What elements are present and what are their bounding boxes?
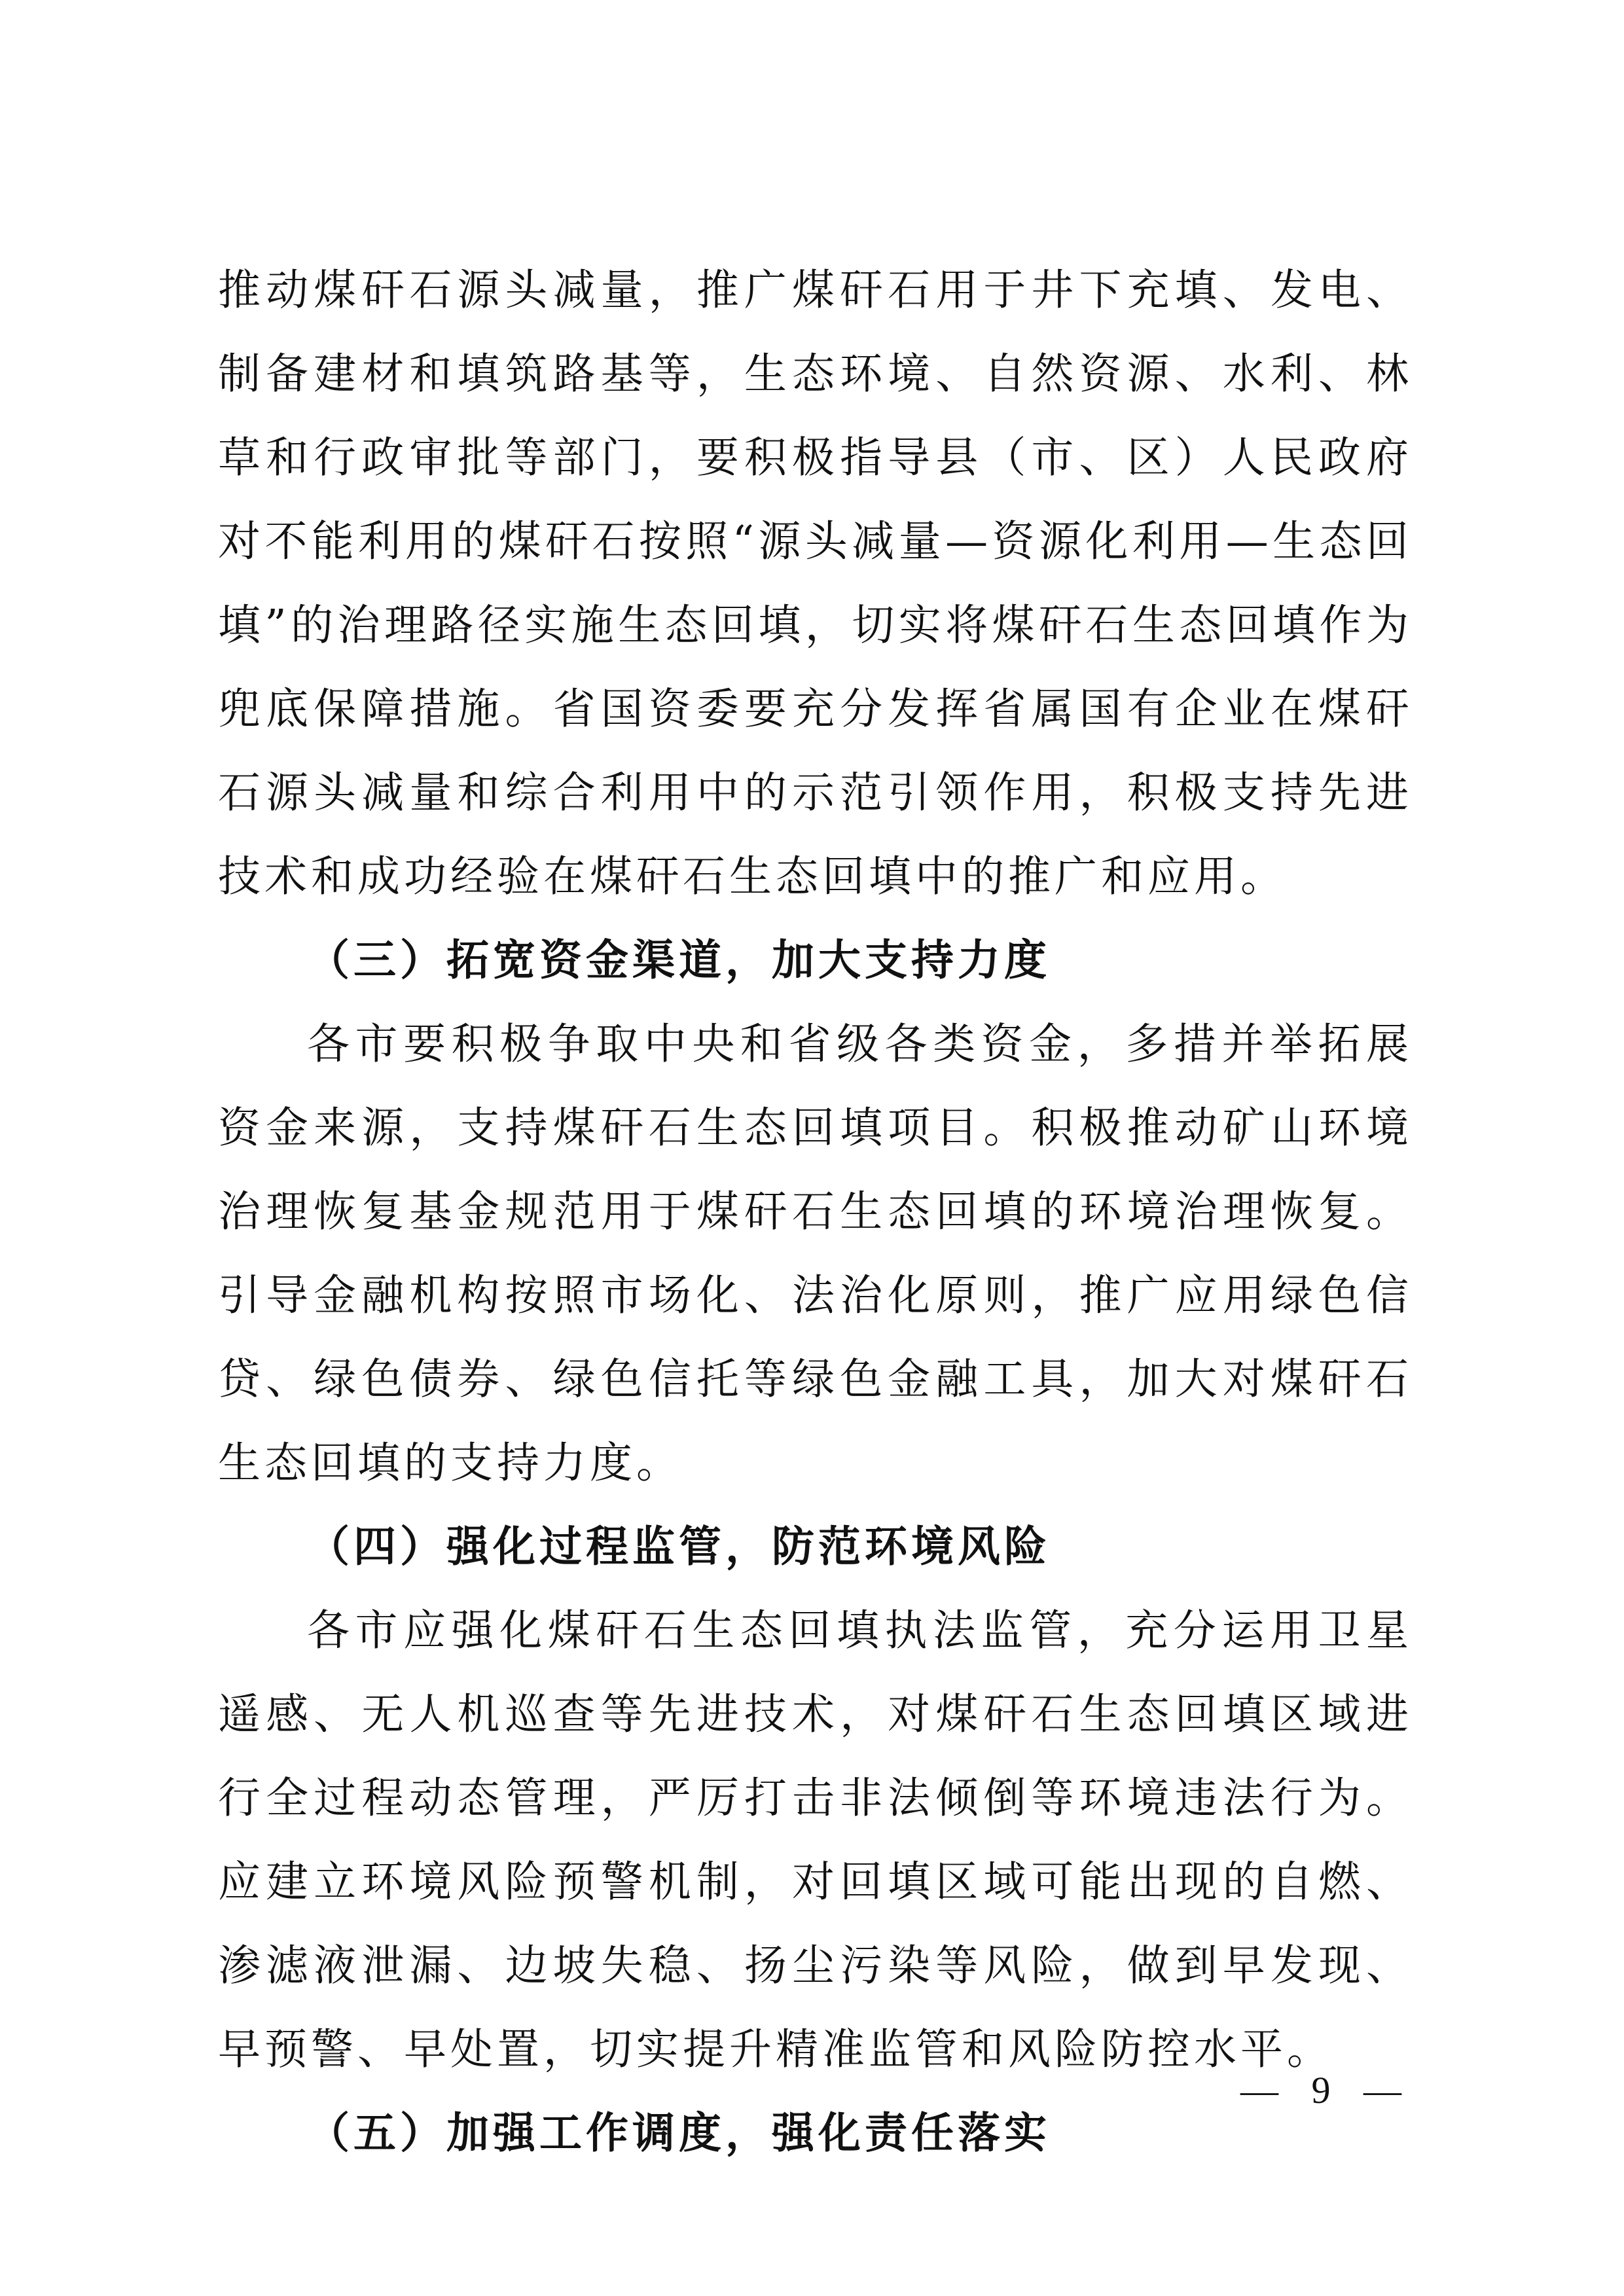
section-heading-5: （五）加强工作调度，强化责任落实 <box>307 2109 1051 2158</box>
document-body <box>218 249 1413 2176</box>
section-heading-4: （四）强化过程监管，防范环境风险 <box>307 1522 1051 1571</box>
paragraph-funding: 各市要积极争取中央和省级各类资金，多措并举拓展资金来源，支持煤矸石生态回填项目。积极推动矿山环境治理恢复基金规范用于煤矸石生态回填的环境治理恢复。引导金融机构按照市场化、法治化原则，推广应用绿色信贷、绿色债券、绿色信托等绿色金融工具，加大对煤矸石生态回填的支持力度。 <box>218 1020 1413 1488</box>
section-heading-3: （三）拓宽资金渠道，加大支持力度 <box>307 936 1051 985</box>
paragraph-continuation: 推动煤矸石源头减量，推广煤矸石用于井下充填、发电、制备建材和填筑路基等，生态环境、自然资源、水利、林草和行政审批等部门，要积极指导县（市、区）人民政府对不能利用的煤矸石按照“源头减量—资源化利用—生态回填”的治理路径实施生态回填，切实将煤矸石生态回填作为兜底保障措施。省国资委要充分发挥省属国有企业在煤矸石源头减量和综合利用中的示范引领作用，积极支持先进技术和成功经验在煤矸石生态回填中的推广和应用。 <box>218 266 1413 901</box>
page-number: — 9 — <box>1240 2069 1413 2111</box>
paragraph-supervision: 各市应强化煤矸石生态回填执法监管，充分运用卫星遥感、无人机巡查等先进技术，对煤矸石生态回填区域进行全过程动态管理，严厉打击非法倾倒等环境违法行为。应建立环境风险预警机制，对回填区域可能出现的自燃、渗滤液泄漏、边坡失稳、扬尘污染等风险，做到早发现、早预警、早处置，切实提升精准监管和风险防控水平。 <box>218 1606 1413 2074</box>
